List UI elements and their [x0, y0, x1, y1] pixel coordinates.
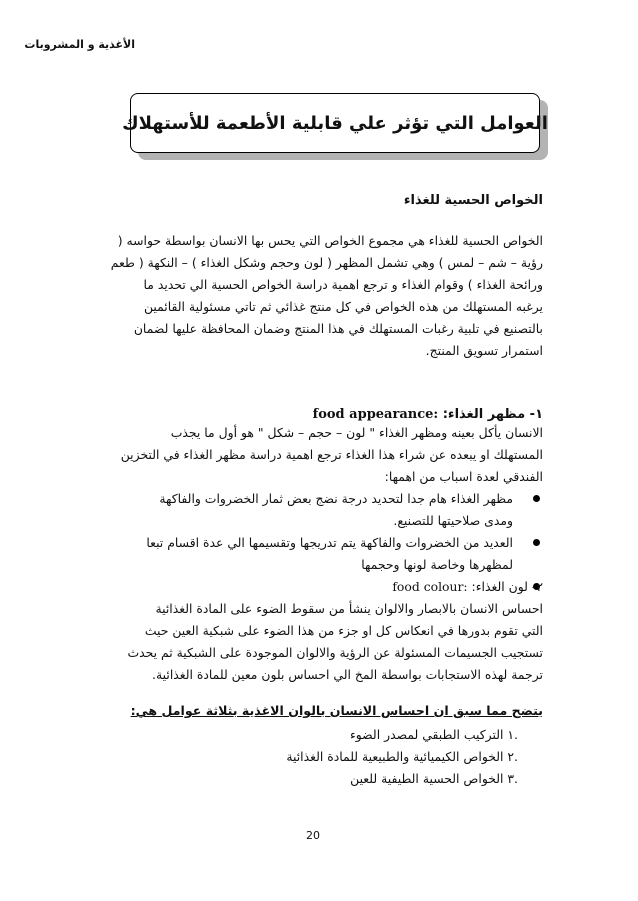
intro-line: يرغبه المستهلك من هذه الخواص في كل منتج غذائي ثم تاتي مسئولية القائمين [143, 299, 543, 314]
appearance-paragraph [93, 422, 543, 488]
bullet-line: مظهر الغذاء هام جدا لتحديد درجة نضج بعض ثمار الخضروات والفاكهة [159, 491, 513, 506]
colour-title-en: food colour: [392, 579, 468, 594]
appearance-number: ١- [529, 407, 543, 422]
intro-line: بالتصنيع في تلبية رغبات المستهلك في هذا المنتج وضمان المحافظة عليها لضمان [133, 321, 543, 336]
appearance-line: المستهلك او يبعده عن شراء هذا الغذاء ترجع اهمية دراسة مظهر الغذاء في التخزين [120, 447, 543, 462]
factors-list [286, 724, 518, 790]
list-item: .٣ الخواص الحسية الطيفية للعين [350, 771, 518, 786]
colour-title-ar: لون الغذاء: [471, 579, 528, 594]
list-item [93, 488, 543, 532]
running-header: الأغذية و المشروبات [24, 38, 135, 51]
section-heading: الخواص الحسية للغذاء [403, 193, 543, 208]
bullet-line: العديد من الخضروات والفاكهة يتم تدريجها وتقسيمها الي عدة اقسام تبعا [146, 535, 513, 550]
appearance-title-en: food appearance: [312, 407, 439, 422]
list-item [93, 532, 543, 576]
colour-line: ترجمة لهذه الاستجابات بواسطة المخ الي احساس بلون معين للمادة الغذائية. [152, 667, 543, 682]
colour-line: التي تقوم بدورها في انعكاس كل او جزء من هذا الضوء على شبكية العين حيث [144, 623, 543, 638]
list-item: .١ التركيب الطبقي لمصدر الضوء [349, 727, 518, 742]
appearance-line: الفندقي لعدة اسباب من اهمها: [384, 469, 543, 484]
intro-paragraph [93, 230, 543, 362]
appearance-title-ar: مظهر الغذاء: [442, 407, 526, 422]
summary-heading: يتضح مما سبق ان احساس الانسان بالوان الاغذية بثلاثة عوامل هي: [130, 703, 543, 718]
appearance-line: الانسان يأكل بعينه ومظهر الغذاء " لون – حجم – شكل " هو أول ما يجذب [170, 425, 543, 440]
intro-line: ورائحة الغذاء ) وقوام الغذاء و ترجع اهمية دراسة الخواص الحسية الي تحديد ما [143, 277, 543, 292]
intro-line: الخواص الحسية للغذاء هي مجموع الخواص التي يحس بها الانسان بواسطة حواسه ( [117, 233, 543, 248]
intro-line: رؤية – شم – لمس ) وهي تشمل المظهر ( لون وحجم وشكل الغذاء ) – النكهة ( طعم [110, 255, 543, 270]
colour-line: احساس الانسان بالابصار والالوان ينشأ من سقوط الضوء على المادة الغذائية [155, 601, 543, 616]
colour-heading [93, 576, 543, 598]
bullet-icon [533, 539, 540, 546]
colour-number: ٢- [531, 579, 543, 594]
bullet-line: ومدى صلاحيتها للتصنيع. [393, 513, 513, 528]
page-number: 20 [306, 829, 320, 842]
list-item: .٢ الخواص الكيميائية والطبيعية للمادة الغذائية [286, 749, 518, 764]
colour-line: تستجيب الجسيمات المسئولة عن الرؤية والالوان الموجودة على الشبكية ثم يحدث [127, 645, 543, 660]
bullet-line: لمظهرها وخاصة لونها وحجمها [361, 557, 513, 572]
intro-line: استمرار تسويق المنتج. [425, 343, 543, 358]
colour-paragraph [93, 598, 543, 686]
bullet-icon [533, 495, 540, 502]
title-box [122, 93, 548, 153]
page-title: العوامل التي تؤثر علي قابلية الأطعمة للأستهلاك [122, 112, 548, 134]
